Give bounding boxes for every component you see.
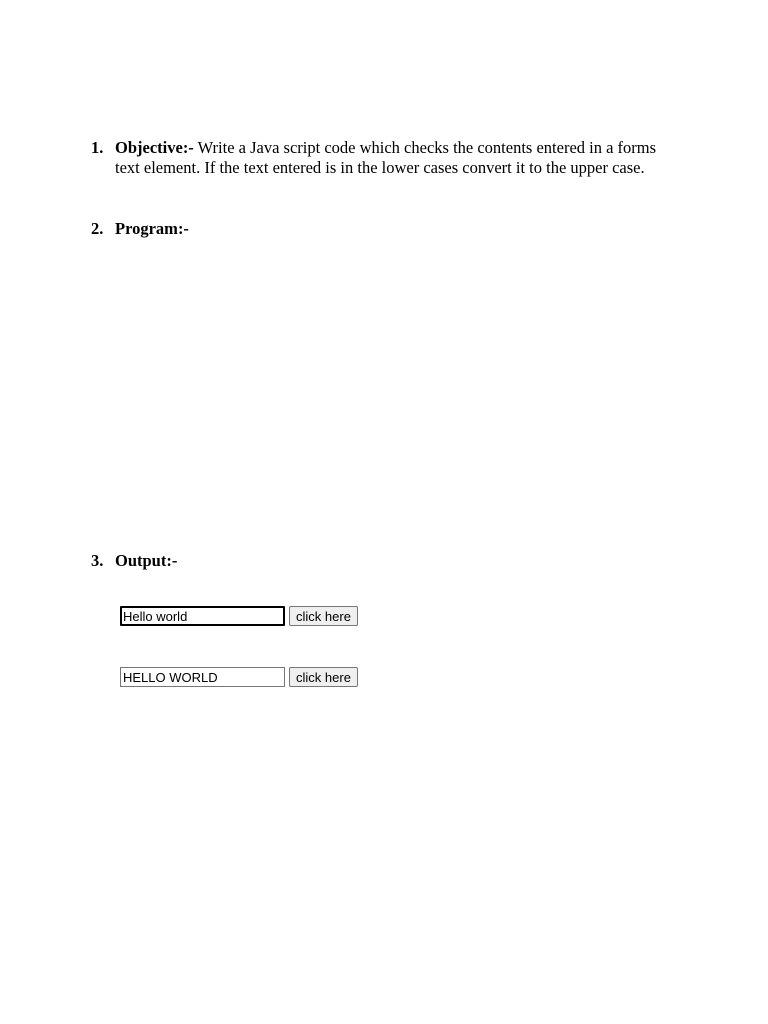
objective-description: Write a Java script code which checks the contents entered in a forms text element. If the text entered is in the lower cases convert it to the upper case.	[115, 138, 657, 177]
output-form-after	[120, 666, 358, 688]
objective-heading: Objective	[115, 138, 183, 157]
program-text-block	[115, 219, 675, 239]
output-form-before	[120, 605, 358, 627]
click-here-button-after[interactable]: click here	[289, 667, 358, 687]
program-number: 2.	[91, 219, 104, 238]
program-separator: :-	[177, 219, 189, 238]
objective-text-block	[115, 138, 675, 178]
objective-separator: :-	[182, 138, 194, 157]
output-separator: :-	[166, 551, 178, 570]
text-input-before[interactable]	[120, 606, 285, 626]
output-number: 3.	[91, 551, 104, 570]
text-input-after[interactable]	[120, 667, 285, 687]
program-heading: Program	[115, 219, 178, 238]
click-here-button-before[interactable]: click here	[289, 606, 358, 626]
output-text-block	[115, 551, 675, 571]
output-heading: Output	[115, 551, 167, 570]
objective-number: 1.	[91, 138, 104, 157]
